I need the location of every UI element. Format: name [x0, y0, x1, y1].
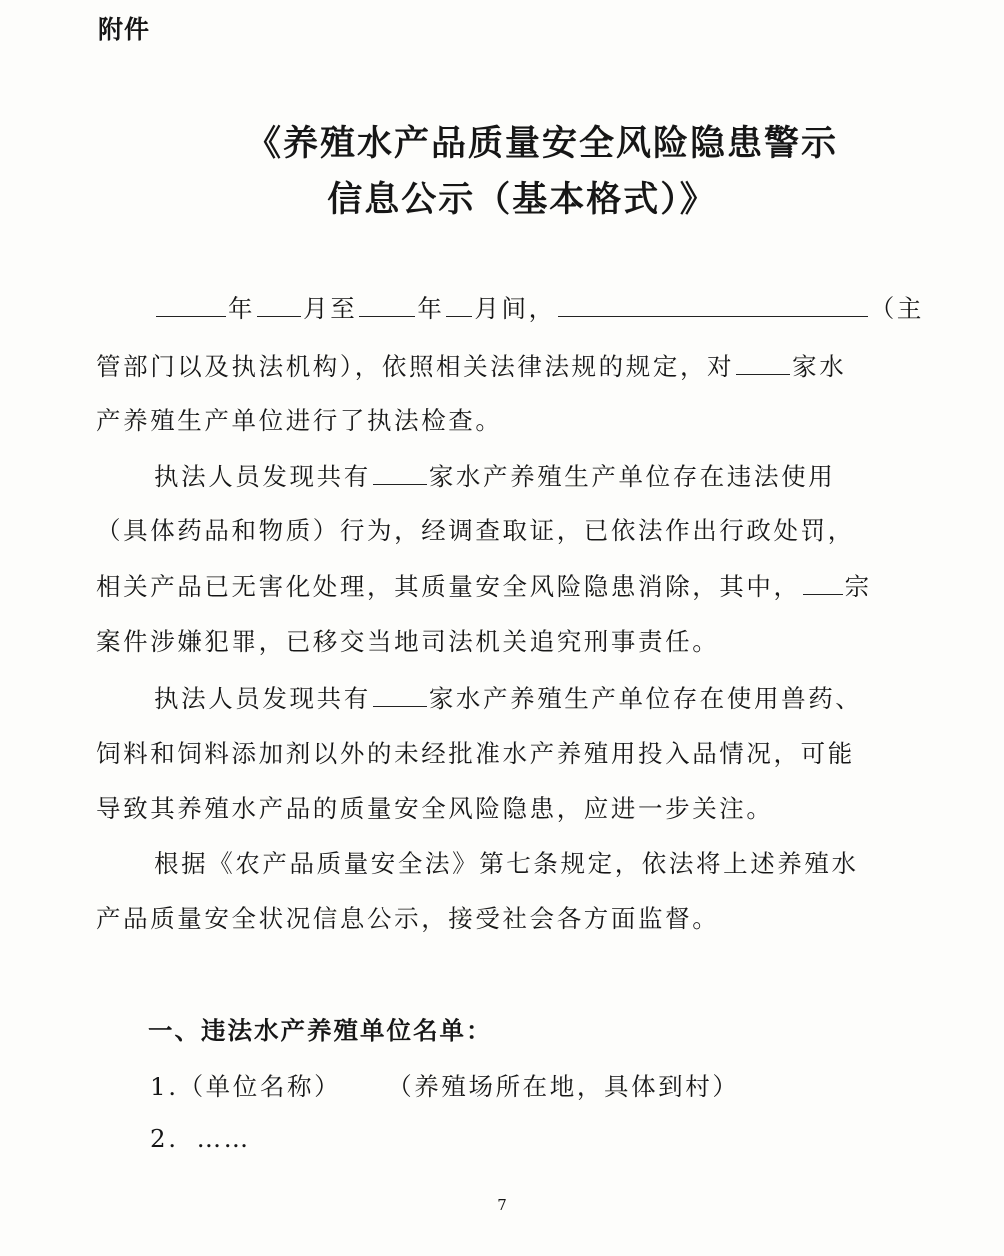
para1-line3: 产养殖生产单位进行了执法检查。: [96, 406, 503, 435]
blank-unapproved-count: [373, 682, 427, 707]
blank-unit-count: [736, 350, 790, 375]
blank-end-year: [359, 292, 415, 317]
blank-start-year: [156, 292, 226, 317]
para1-line1: 年 月至 年 月间， （主: [96, 292, 912, 324]
page-number: 7: [497, 1196, 507, 1214]
list-item: 2. ……: [150, 1124, 251, 1153]
blank-end-month: [446, 292, 472, 317]
para2-line3: 相关产品已无害化处理，其质量安全风险隐患消除，其中， 宗: [96, 572, 872, 601]
blank-authority: [558, 292, 868, 317]
list-item: 1.（单位名称） （养殖场所在地，具体到村）: [150, 1072, 740, 1101]
document-title-line1: 《养殖水产品质量安全风险隐患警示: [245, 124, 838, 164]
para2-line4: 案件涉嫌犯罪，已移交当地司法机关追究刑事责任。: [96, 627, 720, 656]
para1-line2: 管部门以及执法机构），依照相关法律法规的规定，对 家水: [96, 352, 847, 381]
blank-start-month: [257, 292, 301, 317]
para3-line2: 饲料和饲料添加剂以外的未经批准水产养殖用投入品情况，可能: [96, 739, 855, 768]
blank-case-count: [803, 570, 843, 595]
blank-illegal-count: [373, 460, 427, 485]
para2-line2: （具体药品和物质）行为，经调查取证，已依法作出行政处罚，: [96, 516, 855, 545]
para3-line1: 执法人员发现共有 家水产养殖生产单位存在使用兽药、: [154, 684, 863, 713]
document-title-line2: 信息公示（基本格式）》: [327, 180, 717, 220]
para3-line3: 导致其养殖水产品的质量安全风险隐患，应进一步关注。: [96, 794, 774, 823]
attachment-label: 附件: [98, 15, 151, 44]
para2-line1: 执法人员发现共有 家水产养殖生产单位存在违法使用: [154, 462, 836, 491]
para4-line1: 根据《农产品质量安全法》第七条规定，依法将上述养殖水: [154, 849, 859, 878]
section1-heading: 一、违法水产养殖单位名单：: [148, 1016, 493, 1045]
para4-line2: 产品质量安全状况信息公示，接受社会各方面监督。: [96, 904, 720, 933]
